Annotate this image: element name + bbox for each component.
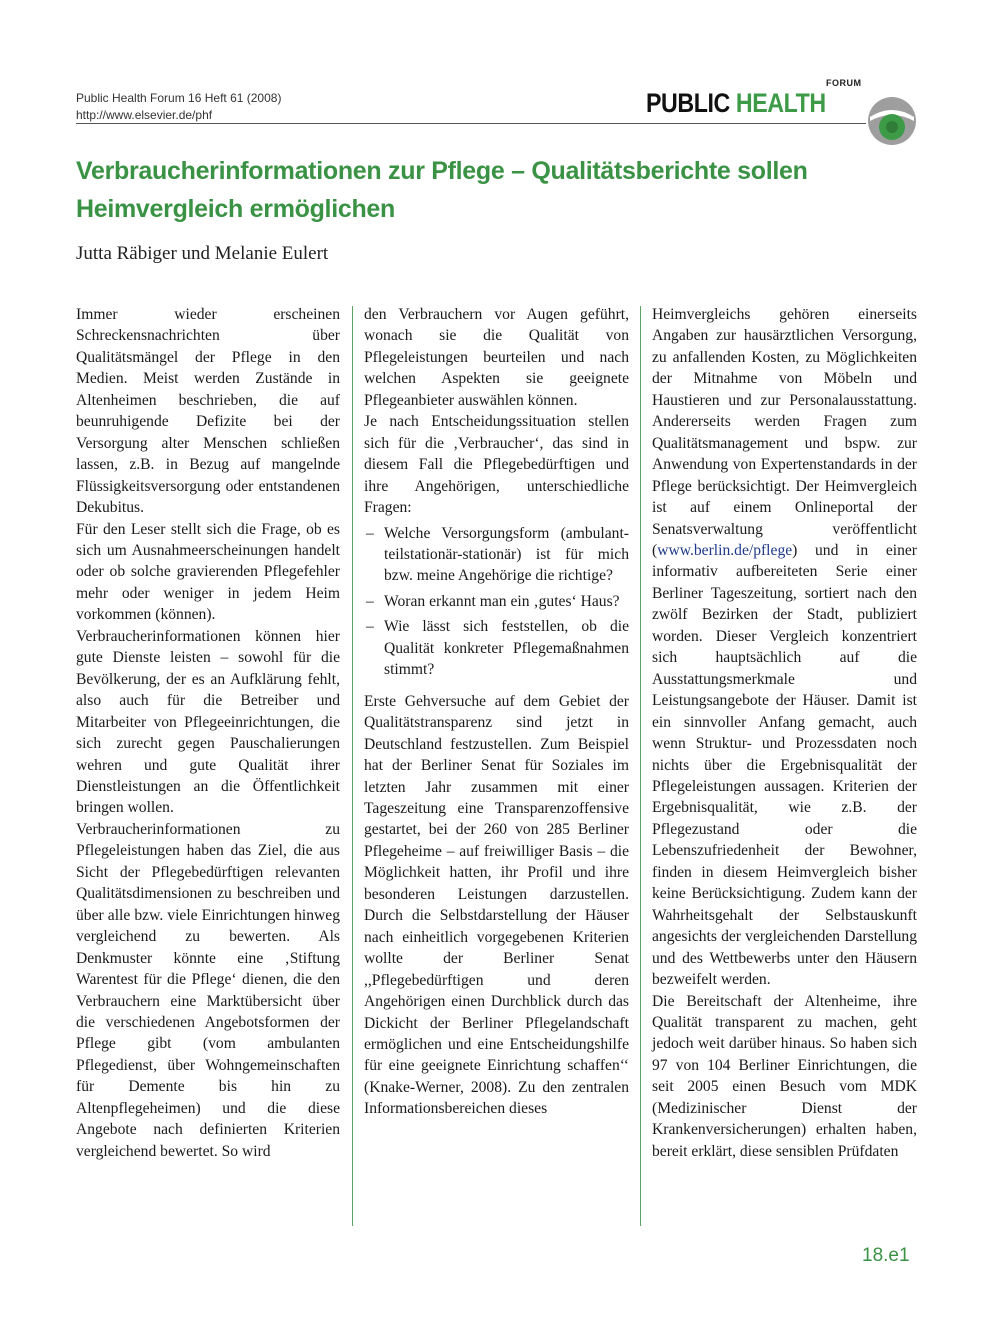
list-item: – Welche Versorgungsform (ambulant-teilstationär-stationär) ist für mich bzw. meine Angehörige die richtige?	[364, 523, 629, 587]
title-line-1: Verbraucherinformationen zur Pflege – Qualitätsberichte sollen	[76, 157, 808, 185]
article-title	[76, 152, 876, 228]
paragraph: Verbraucherinformationen zu Pflegeleistungen haben das Ziel, die aus Sicht der Pflegebedürftigen relevanten Qualitätsdimensionen zu beschreiben und über alle bzw. viele Einrichtungen hinweg vergleichend zu bewerten. Als Denkmuster könnte eine ‚Stiftung Warentest für die Pflege‘ dienen, die den Verbrauchern eine Marktübersicht über die verschiedenen Angebotsformen der Pflege gibt (vom ambulanten Pflegedienst, über Wohngemeinschaften für Demente bis hin zu Altenpflegeheimen) und die diese Angebote nach definierten Kriterien vergleichend bewertet. So wird	[76, 820, 340, 1160]
logo-forum-text: FORUM	[826, 78, 862, 88]
paragraph	[652, 304, 917, 991]
question-list	[364, 523, 629, 681]
paragraph: Erste Gehversuche auf dem Gebiet der Qualitätstransparenz sind jetzt in Deutschland festzustellen. Zum Beispiel hat der Berliner Senat für Soziales im letzten Jahr zusammen mit einer Tageszeitung eine Transparenzoffensive gestartet, bei der 260 von 285 Berliner Pflegeheime – auf freiwilliger Basis – die Möglichkeit hatten, ihr Profil und ihre besonderen Leistungen darzustellen. Durch die Selbstdarstellung der Häuser nach einheitlich vorgegebenen Kriterien wollte der Berliner Senat ,,Pflegebedürftigen und deren Angehörigen einen Durchblick durch das Dickicht der Berliner Pflegelandschaft ermöglichen und eine Entscheidungshilfe für eine geeignete Einrichtung schaffen‘‘ (Knake-Werner, 2008). Zu den zentralen Informationsbereichen dieses	[364, 692, 629, 1118]
column-rule-1	[352, 306, 353, 1226]
paragraph: den Verbrauchern vor Augen geführt, wonach sie die Qualität von Pflegeleistungen beurteilen und nach welchen Aspekten sie geeignete Pflegeanbieter auswählen können.	[364, 306, 629, 409]
text-column-2	[364, 304, 629, 1120]
article-authors: Jutta Räbiger und Melanie Eulert	[76, 243, 329, 264]
logo-word-health: HEALTH	[735, 88, 826, 118]
title-line-2: Heimvergleich ermöglichen	[76, 195, 396, 223]
journal-line: Public Health Forum 16 Heft 61 (2008)	[76, 91, 282, 105]
page-number: 18.e1	[862, 1245, 910, 1266]
text-column-3	[652, 304, 917, 1162]
berlin-pflege-link[interactable]: www.berlin.de/pflege	[657, 541, 793, 559]
paragraph-text: Heimvergleichs gehören einerseits Angaben zur hausärztlichen Versorgung, zu anfallenden Kosten, zu Möglichkeiten der Mitnahme von Möbeln und Haustieren und zur Personalausstattung. Andererseits werden Fragen zum Qualitätsmanagement und bspw. zur Anwendung von Expertenstandards in der Pflege berücksichtigt. Der Heimvergleich ist auf einem Onlineportal der Senatsverwaltung veröffentlicht (	[652, 306, 917, 559]
logo-wordmark	[646, 88, 826, 119]
paragraph: Je nach Entscheidungssituation stellen sich für die ‚Verbraucher‘, das sind in diesem Fall die Pflegebedürftigen und ihre Angehörigen, unterschiedliche Fragen:	[364, 413, 629, 517]
list-item: – Woran erkannt man ein ‚gutes‘ Haus?	[364, 591, 629, 612]
list-item: – Wie lässt sich feststellen, ob die Qualität konkreter Pflegemaßnahmen stimmt?	[364, 616, 629, 680]
paragraph: Verbraucherinformationen können hier gute Dienste leisten – sowohl für die Bevölkerung, der es an Aufklärung fehlt, also auch für die Betreiber und Mitarbeiter von Pflegeeinrichtungen, die sich zurecht gegen Pauschalierungen wehren und gute Qualität ihrer Dienstleistungen an die Öffentlichkeit bringen wollen.	[76, 627, 340, 817]
column-rule-2	[640, 306, 641, 1226]
journal-citation	[76, 90, 281, 124]
paragraph: Die Bereitschaft der Altenheime, ihre Qualität transparent zu machen, geht jedoch weit darüber hinaus. So haben sich 97 von 104 Berliner Einrichtungen, die seit 2005 einen Besuch vom MDK (Medizinischer Dienst der Krankenversicherungen) erhalten haben, bereit erklärt, diese sensiblen Prüfdaten	[652, 992, 917, 1160]
paragraph: Für den Leser stellt sich die Frage, ob es sich um Ausnahmeerscheinungen handelt oder ob solche gravierenden Pflegefehler mehr oder weniger in jedem Heim vorkommen (können).	[76, 520, 340, 624]
public-health-forum-logo	[646, 78, 918, 144]
paragraph: Immer wieder erscheinen Schreckensnachrichten über Qualitätsmängel der Pflege in den Medien. Meist werden Zustände in Altenheimen beschrieben, die auf beunruhigende Defizite bei der Versorgung alter Menschen schließen lassen, z.B. in Bezug auf mangelnde Flüssigkeitsversorgung oder entstandenen Dekubitus.	[76, 306, 340, 517]
logo-globe-icon	[866, 95, 918, 147]
text-column-1	[76, 304, 340, 1162]
paragraph-text: ) und in einer informativ aufbereiteten Serie einer Berliner Tageszeitung, sortiert nach den zwölf Bezirken der Stadt, publiziert worden. Dieser Vergleich konzentriert sich hauptsächlich auf die Ausstattungsmerkmale und Leistungsangebote der Häuser. Damit ist ein sinnvoller Anfang gemacht, auch wenn Struktur- und Prozessdaten noch nichts über die Ergebnisqualität der Pflegeleistungen aussagen. Kriterien der Ergebnisqualität, wie z.B. der Pflegezustand oder die Lebenszufriedenheit der Bewohner, finden in diesem Heimvergleich bisher keine Berücksichtigung. Zudem kann der Wahrheitsgehalt der Selbstauskunft angesichts der vergleichenden Darstellung und des Wettbewerbs unter den Häusern bezweifelt werden.	[652, 541, 917, 989]
logo-word-public: PUBLIC	[646, 88, 730, 118]
header-rule	[76, 123, 866, 124]
journal-url: http://www.elsevier.de/phf	[76, 108, 213, 122]
